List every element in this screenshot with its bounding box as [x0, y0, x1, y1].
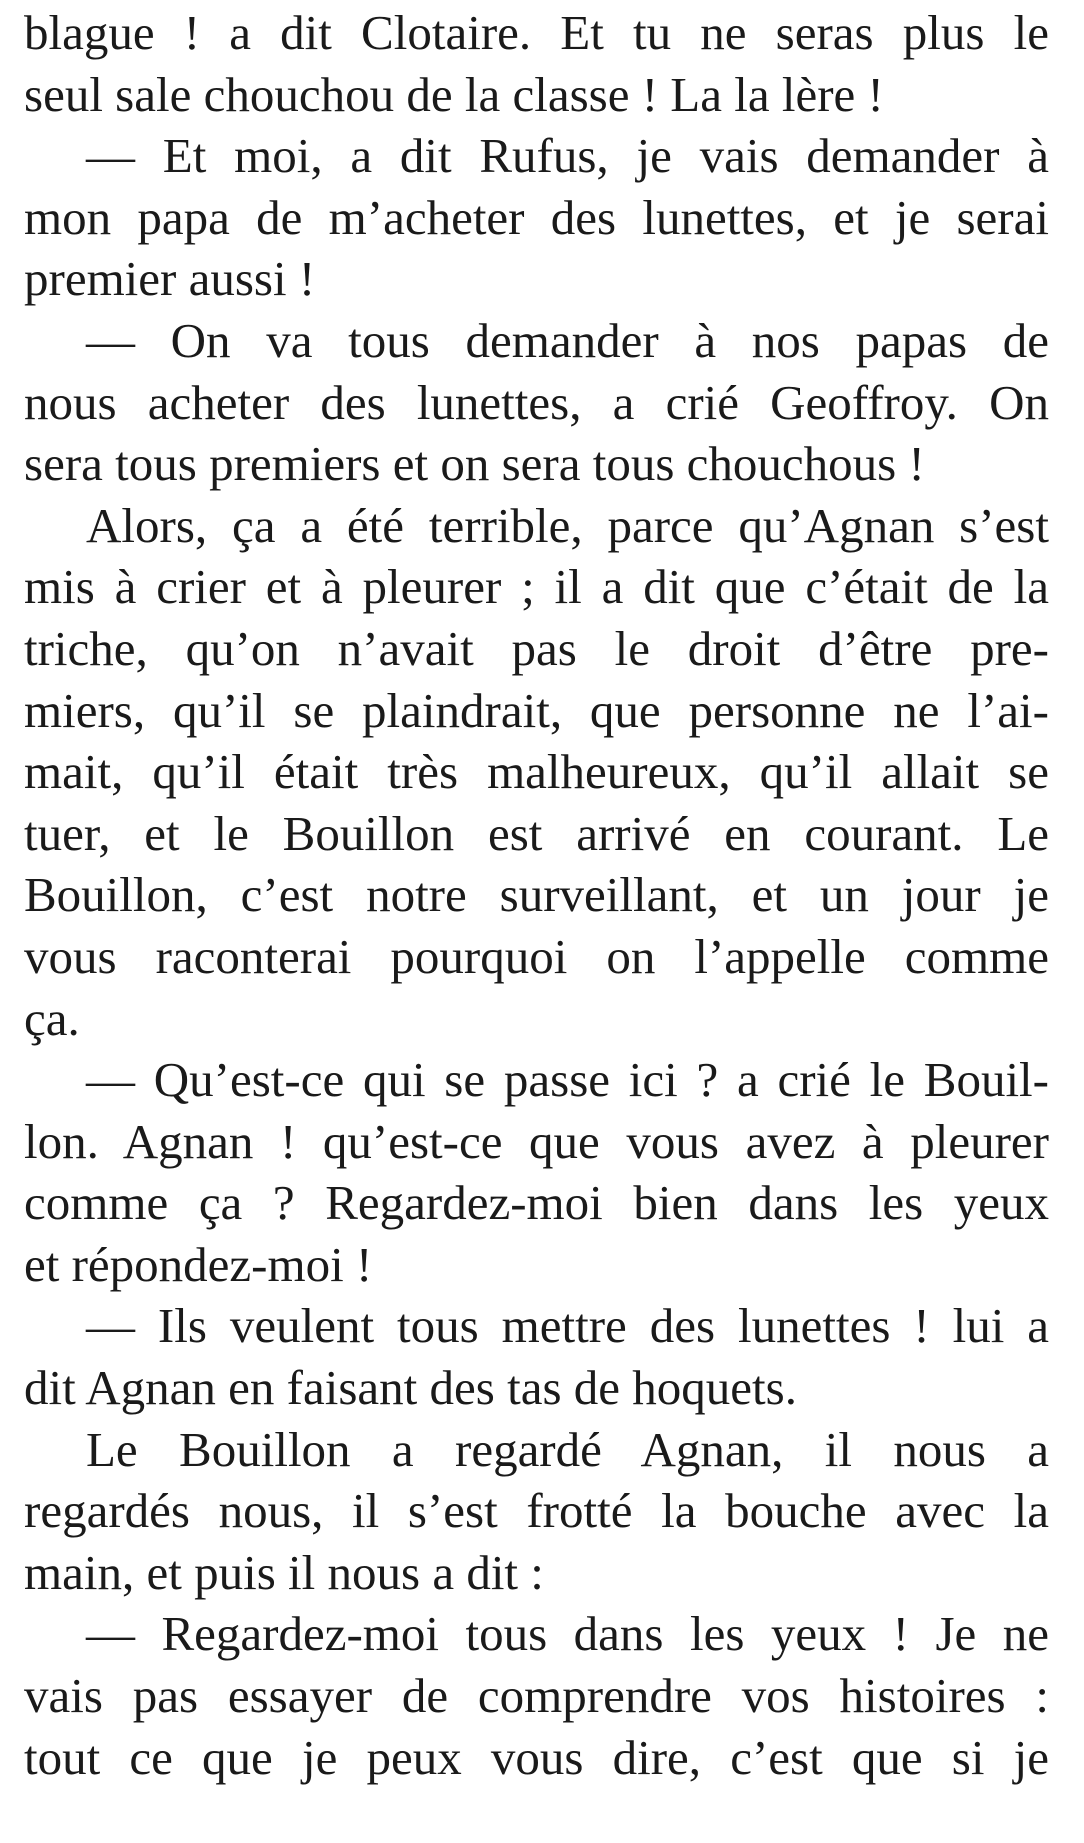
text-line-10: mis à crier et à pleurer ; il a dit que c’était de la — [24, 559, 1049, 615]
text-line-12: miers, qu’il se plaindrait, que personne ne l’ai- — [24, 682, 1049, 738]
text-line-3: — Et moi, a dit Rufus, je vais demander à — [86, 128, 1049, 184]
text-line-25: regardés nous, il s’est frotté la bouche avec la — [24, 1483, 1049, 1539]
text-line-1: blague ! a dit Clotaire. Et tu ne seras plus le — [24, 5, 1049, 60]
text-line-11: triche, qu’on n’avait pas le droit d’être pre- — [24, 620, 1049, 676]
text-line-8: sera tous premiers et on sera tous chouchous ! — [24, 436, 925, 492]
text-line-2: seul sale chouchou de la classe ! La la lère ! — [24, 66, 884, 122]
book-page — [24, 0, 1049, 1788]
text-line-20: comme ça ? Regardez-moi bien dans les yeux — [24, 1175, 1049, 1231]
text-line-29: tout ce que je peux vous dire, c’est que si je — [24, 1729, 1049, 1785]
text-line-24: Le Bouillon a regardé Agnan, il nous a — [86, 1421, 1049, 1477]
text-line-4: mon papa de m’acheter des lunettes, et je serai — [24, 189, 1049, 245]
text-line-13: mait, qu’il était très malheureux, qu’il allait se — [24, 744, 1049, 800]
text-line-9: Alors, ça a été terrible, parce qu’Agnan s’est — [86, 497, 1049, 553]
text-line-18: — Qu’est-ce qui se passe ici ? a crié le Bouil- — [86, 1052, 1049, 1108]
text-line-28: vais pas essayer de comprendre vos histoires : — [24, 1668, 1049, 1724]
text-line-15: Bouillon, c’est notre surveillant, et un jour je — [24, 867, 1049, 923]
text-line-23: dit Agnan en faisant des tas de hoquets. — [24, 1360, 797, 1416]
text-line-14: tuer, et le Bouillon est arrivé en courant. Le — [24, 805, 1049, 861]
text-line-21: et répondez-moi ! — [24, 1236, 373, 1292]
text-line-19: lon. Agnan ! qu’est-ce que vous avez à pleurer — [24, 1113, 1049, 1169]
text-line-16: vous raconterai pourquoi on l’appelle comme — [24, 928, 1049, 984]
text-line-26: main, et puis il nous a dit : — [24, 1544, 544, 1600]
text-line-6: — On va tous demander à nos papas de — [86, 312, 1049, 368]
text-line-5: premier aussi ! — [24, 251, 316, 307]
text-line-22: — Ils veulent tous mettre des lunettes ! lui a — [86, 1298, 1049, 1354]
text-line-27: — Regardez-moi tous dans les yeux ! Je ne — [86, 1606, 1049, 1662]
text-line-7: nous acheter des lunettes, a crié Geoffroy. On — [24, 374, 1049, 430]
text-line-17: ça. — [24, 990, 80, 1046]
